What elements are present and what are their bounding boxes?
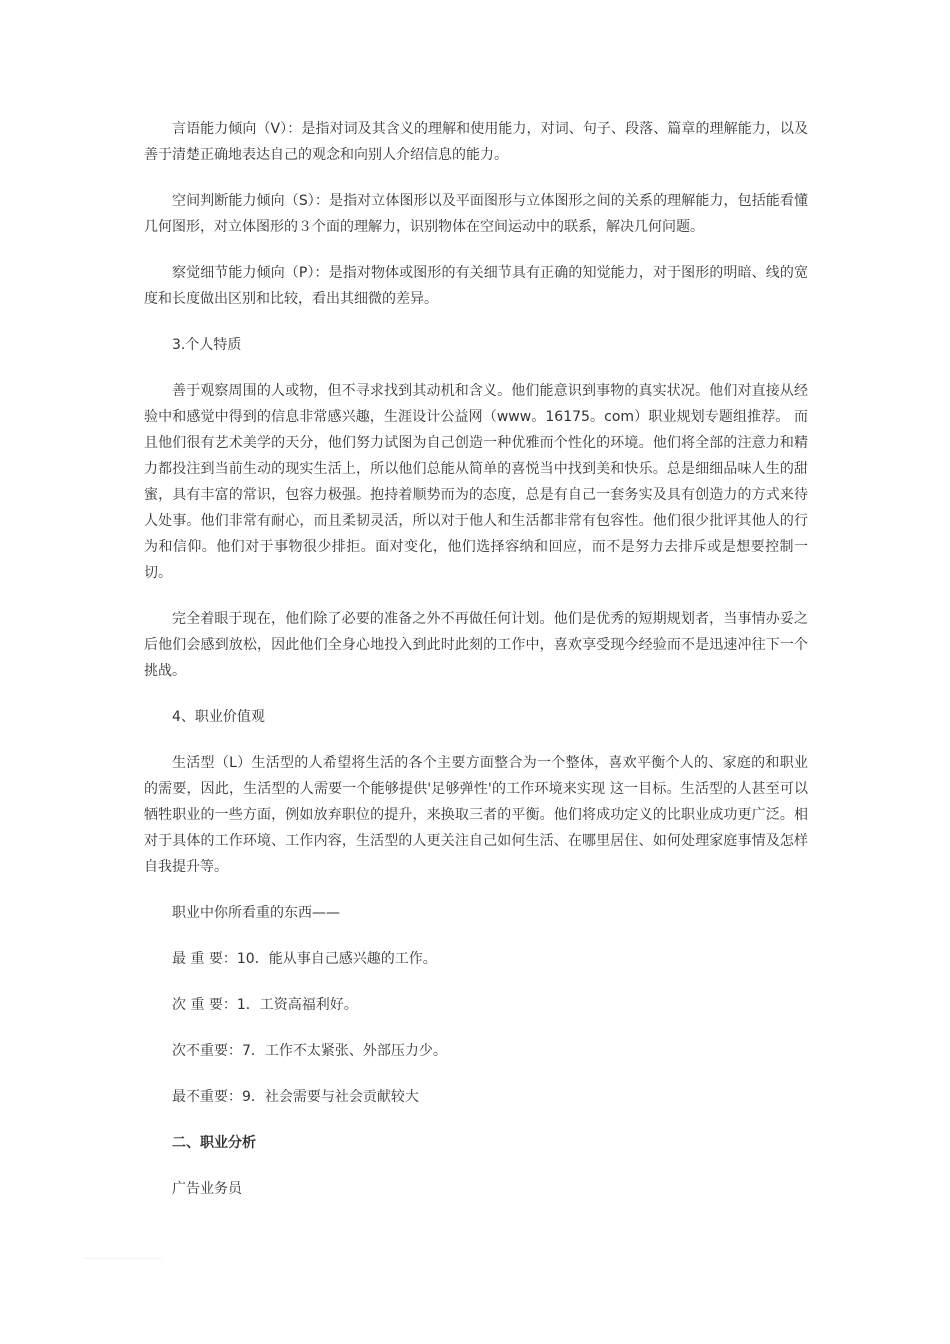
priorities-intro: 职业中你所看重的东西—— — [172, 905, 340, 921]
priority-second-unimportant: 次不重要：7．工作不太紧张、外部压力少。 — [172, 1043, 447, 1059]
personal-traits-paragraph: 善于观察周围的人或物，但不寻求找到其动机和含义。他们能意识到事物的真实状况。他们对直接从经验中和感觉中得到的信息非常感兴趣，生涯设计公益网（www。16175。com）职业规划专题组推荐。 而且他们很有艺术美学的天分，他们努力试图为自己创造一种优雅而个性化的环境。他们将全部的注意力和精力都投注到当前生动的现实生活上，所以他们总能从简单的喜悦当中找到美和快乐。总是细细品味人生的甜蜜，具有丰富的常识，包容力极强。抱持着顺势而为的态度，总是有自己一套务实及具有创造力的方式来待人处事。他们非常有耐心，而且柔韧灵活，所以对于他人和生活都非常有包容性。他们很少批评其他人的行为和信仰。他们对于事物很少排拒。面对变化，他们选择容纳和回应，而不是努力去排斥或是想要控制一切。 — [144, 383, 808, 581]
verbal-aptitude-paragraph: 言语能力倾向（V）：是指对词及其含义的理解和使用能力，对词、句子、段落、篇章的理解能力，以及善于清楚正确地表达自己的观念和向别人介绍信息的能力。 — [144, 121, 808, 163]
priority-most-important: 最 重 要：10．能从事自己感兴趣的工作。 — [172, 951, 437, 967]
perception-aptitude-paragraph: 察觉细节能力倾向（P）：是指对物体或图形的有关细节具有正确的知觉能力，对于图形的明暗、线的宽度和长度做出区别和比较，看出其细微的差异。 — [144, 265, 808, 307]
personal-traits-heading: 3.个人特质 — [172, 337, 242, 353]
career-item: 广告业务员 — [172, 1181, 242, 1197]
footer-divider — [84, 1258, 162, 1259]
priority-least-important: 最不重要：9．社会需要与社会贡献较大 — [172, 1089, 419, 1105]
present-focus-paragraph: 完全着眼于现在，他们除了必要的准备之外不再做任何计划。他们是优秀的短期规划者，当事情办妥之后他们会感到放松，因此他们全身心地投入到此时此刻的工作中，喜欢享受现今经验而不是迅速冲往下一个挑战。 — [144, 611, 808, 679]
document-body — [144, 116, 808, 1222]
spatial-aptitude-paragraph: 空间判断能力倾向（S）：是指对立体图形以及平面图形与立体图形之间的关系的理解能力，包括能看懂几何图形，对立体图形的３个面的理解力，识别物体在空间运动中的联系，解决几何问题。 — [144, 193, 808, 235]
priority-second-important: 次 重 要：1．工资高福利好。 — [172, 997, 358, 1013]
career-values-paragraph: 生活型（L）生活型的人希望将生活的各个主要方面整合为一个整体，喜欢平衡个人的、家庭的和职业的需要，因此，生活型的人需要一个能够提供'足够弹性'的工作环境来实现 这一目标。生活型的人甚至可以牺牲职业的一些方面，例如放弃职位的提升，来换取三者的平衡。他们将成功定义的比职业成功更广泛。相对于具体的工作环境、工作内容，生活型的人更关注自己如何生活、在哪里居住、如何处理家庭事情及怎样自我提升等。 — [144, 755, 808, 875]
career-values-heading: 4、职业价值观 — [172, 709, 265, 725]
career-analysis-heading: 二、职业分析 — [172, 1135, 256, 1151]
